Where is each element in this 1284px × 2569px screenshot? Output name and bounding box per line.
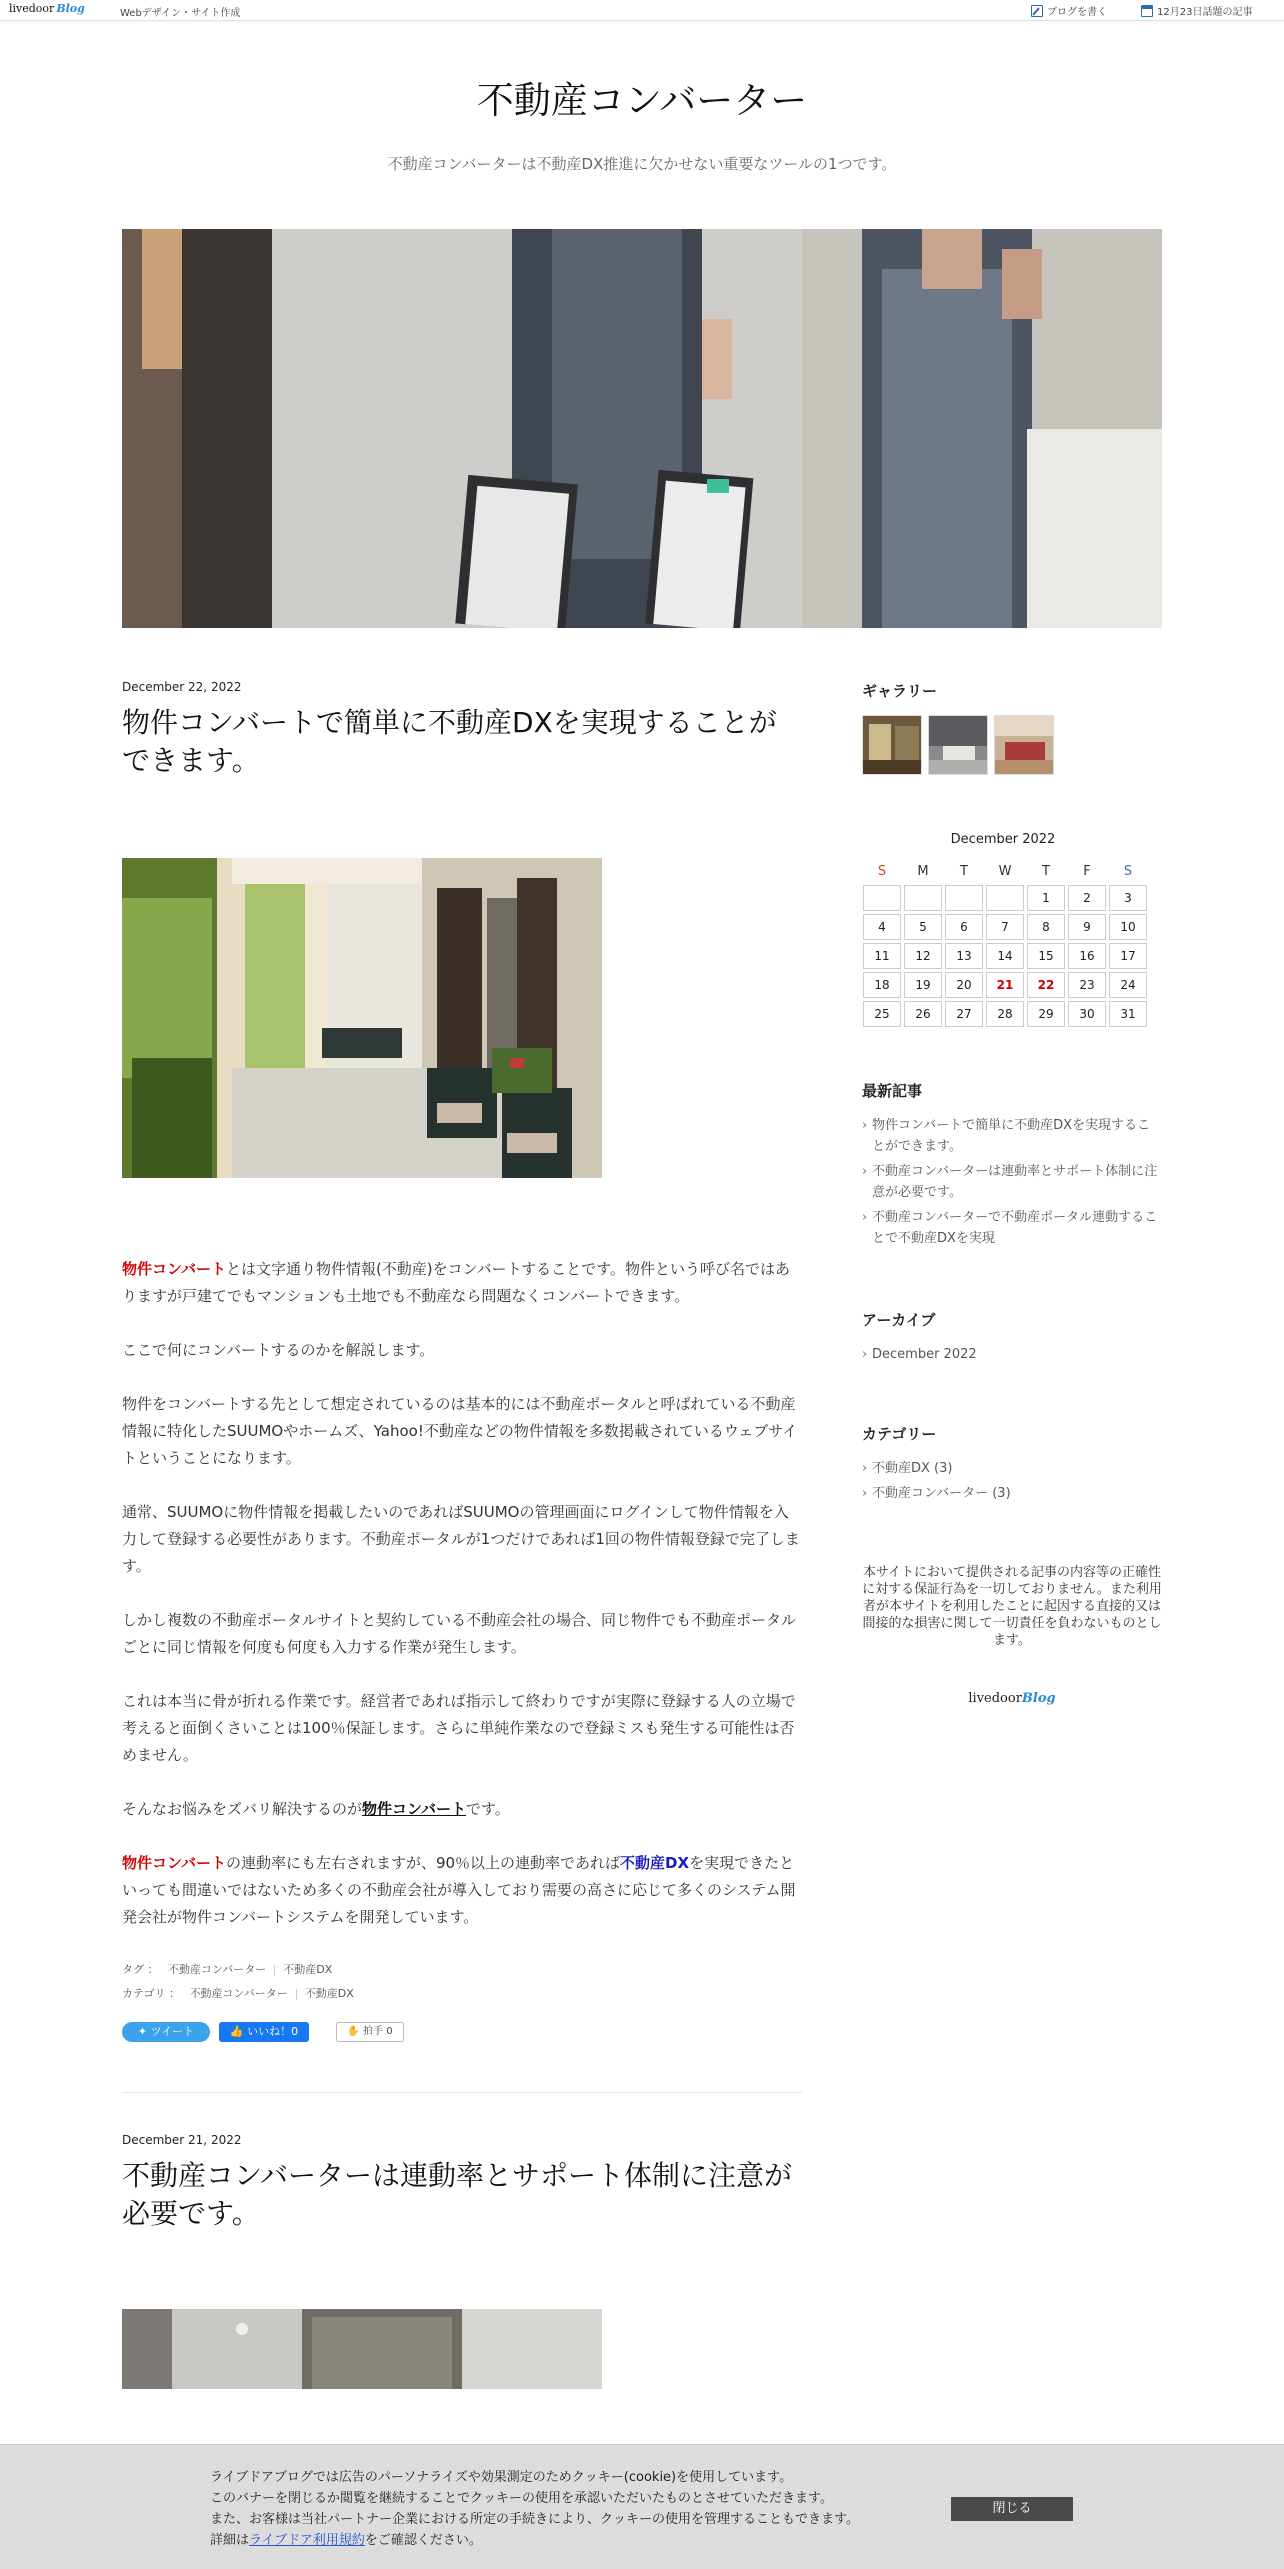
category-link[interactable]: › 不動産DX (3) (862, 1458, 1162, 1479)
category-heading: カテゴリー (862, 1425, 937, 1443)
calendar-day: 30 (1068, 1001, 1106, 1027)
calendar-caption: December 2022 (950, 832, 1056, 847)
calendar-day: 4 (863, 914, 901, 940)
calendar-day: 15 (1027, 943, 1065, 969)
calendar-day: 26 (904, 1001, 942, 1027)
calendar-day (986, 885, 1024, 911)
pen-square-icon (1031, 5, 1043, 17)
calendar-day: 28 (986, 1001, 1024, 1027)
calendar-day: 10 (1109, 914, 1147, 940)
calendar-day: 29 (1027, 1001, 1065, 1027)
cookie-banner (0, 2444, 1284, 2569)
calendar-weekday: S (1123, 863, 1133, 879)
calendar-day: 31 (1109, 1001, 1147, 1027)
calendar-day: 20 (945, 972, 983, 998)
calendar-day: 3 (1109, 885, 1147, 911)
paragraph: しかし複数の不動産ポータルサイトと契約している不動産会社の場合、同じ物件でも不動産ポータルごとに同じ情報を何度も何度も入力する作業が発生します。 (122, 1611, 796, 1656)
calendar-day (863, 885, 901, 911)
calendar-day: 23 (1068, 972, 1106, 998)
bukken-convert-link[interactable]: 物件コンバート (362, 1800, 466, 1818)
header-image (122, 229, 1162, 628)
post-2 (122, 2133, 802, 2389)
keyword-link-dx[interactable]: 不動産DX (620, 1854, 690, 1872)
paragraph: 物件コンバートの連動率にも左右されますが、90％以上の連動率であれば不動産DXを実現できたといっても間違いではないため多くの不動産会社が導入しており需要の高さに応じて多くのシステム開発会社が物件コンバートシステムを開発しています。 (122, 1854, 796, 1926)
trending-link[interactable] (1141, 3, 1252, 18)
site-description: 不動産コンバーターは不動産DX推進に欠かせない重要なツールの1つです。 (387, 155, 897, 173)
gallery-heading: ギャラリー (862, 682, 938, 700)
calendar-day: 16 (1068, 943, 1106, 969)
gallery-thumbnail[interactable] (862, 715, 922, 775)
tag-row: タグ ： 不動産コンバーター 不動産DX (122, 1963, 333, 1976)
thumbs-up-icon: 👍 (229, 2025, 248, 2038)
calendar-day: 25 (863, 1001, 901, 1027)
tweet-button[interactable]: ✦ ツイート (122, 2022, 210, 2042)
paragraph: これは本当に骨が折れる作業です。経営者であれば指示して終わりですが実際に登録する人の立場で考えると面倒くさいことは100％保証します。さらに単純作業なので登録ミスも発生する可能性は否めません。 (122, 1692, 796, 1764)
paragraph: 通常、SUUMOに物件情報を掲載したいのであればSUUMOの管理画面にログインして物件情報を入力して登録する必要性があります。不動産ポータルが1つだけであれば1回の物件情報登録で完了します。 (122, 1503, 800, 1575)
post-body (122, 1256, 802, 1931)
category-row: カテゴリ ： 不動産コンバーター 不動産DX (122, 1987, 354, 2000)
calendar-weekday: S (877, 863, 887, 879)
calendar-weekday: F (1083, 863, 1091, 879)
gallery-thumbnail[interactable] (928, 715, 988, 775)
archive-link[interactable]: › December 2022 (862, 1344, 1162, 1365)
room-photo (122, 2309, 602, 2389)
logo-blog-text: Blog (56, 2, 85, 15)
calendar-day: 19 (904, 972, 942, 998)
livedoor-blog-logo[interactable] (9, 2, 85, 15)
gallery (862, 715, 1162, 775)
disclaimer: 本サイトにおいて提供される記事の内容等の正確性に対する保証行為を一切しておりません。また利用者が本サイトを利用したことに起因する直接的又は間接的な損害に関して一切責任を負わないものとします。 (862, 1565, 1162, 1648)
share-buttons (122, 2022, 802, 2042)
paragraph: ここで何にコンバートするのかを解説します。 (122, 1341, 435, 1359)
post-meta (122, 1958, 802, 2006)
keyword-link[interactable]: 物件コンバート (122, 1854, 226, 1872)
category-list (862, 1458, 1162, 1504)
category-link[interactable]: › 不動産コンバーター (3) (862, 1483, 1162, 1504)
calendar-day: 27 (945, 1001, 983, 1027)
calendar-weekday: T (1042, 863, 1050, 879)
calendar-day: 13 (945, 943, 983, 969)
recent-posts-heading: 最新記事 (862, 1082, 923, 1100)
facebook-like-button[interactable]: 👍 いいね！0 (219, 2022, 309, 2042)
calendar-day[interactable]: 22 (1027, 972, 1065, 998)
calendar-weekday: T (960, 863, 968, 879)
paragraph: 物件をコンバートする先として想定されているのは基本的には不動産ポータルと呼ばれている不動産情報に特化したSUUMOやホームズ、Yahoo!不動産などの物件情報を多数掲載されているウェブサイトということになります。 (122, 1395, 798, 1467)
tag-link[interactable]: 不動産コンバーター (168, 1963, 267, 1976)
category-link[interactable]: 不動産DX (304, 1987, 354, 2000)
paragraph: そんなお悩みをズバリ解決するのが物件コンバートです。 (122, 1800, 510, 1818)
calendar (860, 857, 1150, 1030)
calendar-weekday: M (917, 863, 929, 879)
post-date: December 22, 2022 (122, 680, 242, 694)
category-link[interactable]: 不動産コンバーター (189, 1987, 288, 2000)
clap-button[interactable]: ✋ 拍手 0 (336, 2022, 404, 2042)
logo-text: livedoor (9, 2, 55, 15)
recent-post-link[interactable]: › 不動産コンバーターは連動率とサポート体制に注意が必要です。 (862, 1161, 1162, 1203)
calendar-day: 6 (945, 914, 983, 940)
keyword-link[interactable]: 物件コンバート (122, 1260, 226, 1278)
calendar-weekday: W (998, 863, 1012, 879)
calendar-day: 17 (1109, 943, 1147, 969)
calendar-day: 24 (1109, 972, 1147, 998)
web-design-link[interactable]: Webデザイン・サイト作成 (120, 8, 241, 19)
post-title[interactable]: 物件コンバートで簡単に不動産DXを実現することができます。 (122, 706, 777, 777)
site-title[interactable]: 不動産コンバーター (476, 79, 808, 122)
cookie-text: ライブドアブログでは広告のパーソナライズや効果測定のためクッキー(cookie)を使用しています。 このバナーを閉じるか閲覧を継続することでクッキーの使用を承認いただいたものとさせていただきます。 また、お客様は当社パートナー企業における所定の手続きにより、クッキーの使用を管理することもできます。 詳細はライブドア利用規約をご確認ください。 (210, 2470, 859, 2548)
calendar-day: 18 (863, 972, 901, 998)
archive-list (862, 1344, 1162, 1365)
recent-posts-list (862, 1115, 1162, 1249)
twitter-bird-icon: ✦ (137, 2025, 151, 2038)
recent-post-link[interactable]: › 不動産コンバーターで不動産ポータル連動することで不動産DXを実現 (862, 1207, 1162, 1249)
porch-photo (122, 858, 602, 1178)
write-blog-label: ブログを書く (1047, 7, 1107, 18)
tag-link[interactable]: 不動産DX (283, 1963, 333, 1976)
calendar-day: 7 (986, 914, 1024, 940)
main-column (122, 680, 802, 2389)
calendar-day: 14 (986, 943, 1024, 969)
terms-link[interactable]: ライブドア利用規約 (249, 2533, 365, 2548)
post-date: December 21, 2022 (122, 2133, 242, 2147)
calendar-day: 12 (904, 943, 942, 969)
post-divider (122, 2092, 802, 2093)
recent-post-link[interactable]: › 物件コンバートで簡単に不動産DXを実現することができます。 (862, 1115, 1162, 1157)
calendar-day (945, 885, 983, 911)
close-cookie-button[interactable]: 閉じる (951, 2497, 1073, 2521)
archive-heading: アーカイブ (862, 1311, 936, 1329)
paragraph: 物件コンバートとは文字通り物件情報(不動産)をコンバートすることです。物件という呼び名ではありますが戸建てでもマンションも土地でも不動産なら問題なくコンバートできます。 (122, 1260, 790, 1305)
post-title[interactable]: 不動産コンバーターは連動率とサポート体制に注意が必要です。 (122, 2159, 793, 2230)
clap-icon: ✋ (347, 2026, 364, 2037)
calendar-day: 11 (863, 943, 901, 969)
calendar-day: 8 (1027, 914, 1065, 940)
calendar-day (904, 885, 942, 911)
livedoor-blog-footer-logo[interactable]: livedoorBlog (968, 1691, 1056, 1706)
calendar-icon (1141, 5, 1153, 17)
calendar-day: 1 (1027, 885, 1065, 911)
calendar-day: 5 (904, 914, 942, 940)
top-bar (0, 0, 1284, 21)
sidebar (862, 680, 1162, 1706)
gallery-thumbnail[interactable] (994, 715, 1054, 775)
calendar-day: 9 (1068, 914, 1106, 940)
calendar-day: 2 (1068, 885, 1106, 911)
trending-label: 12月23日話題の記事 (1157, 7, 1253, 18)
write-blog-link[interactable] (1031, 3, 1107, 18)
calendar-day[interactable]: 21 (986, 972, 1024, 998)
